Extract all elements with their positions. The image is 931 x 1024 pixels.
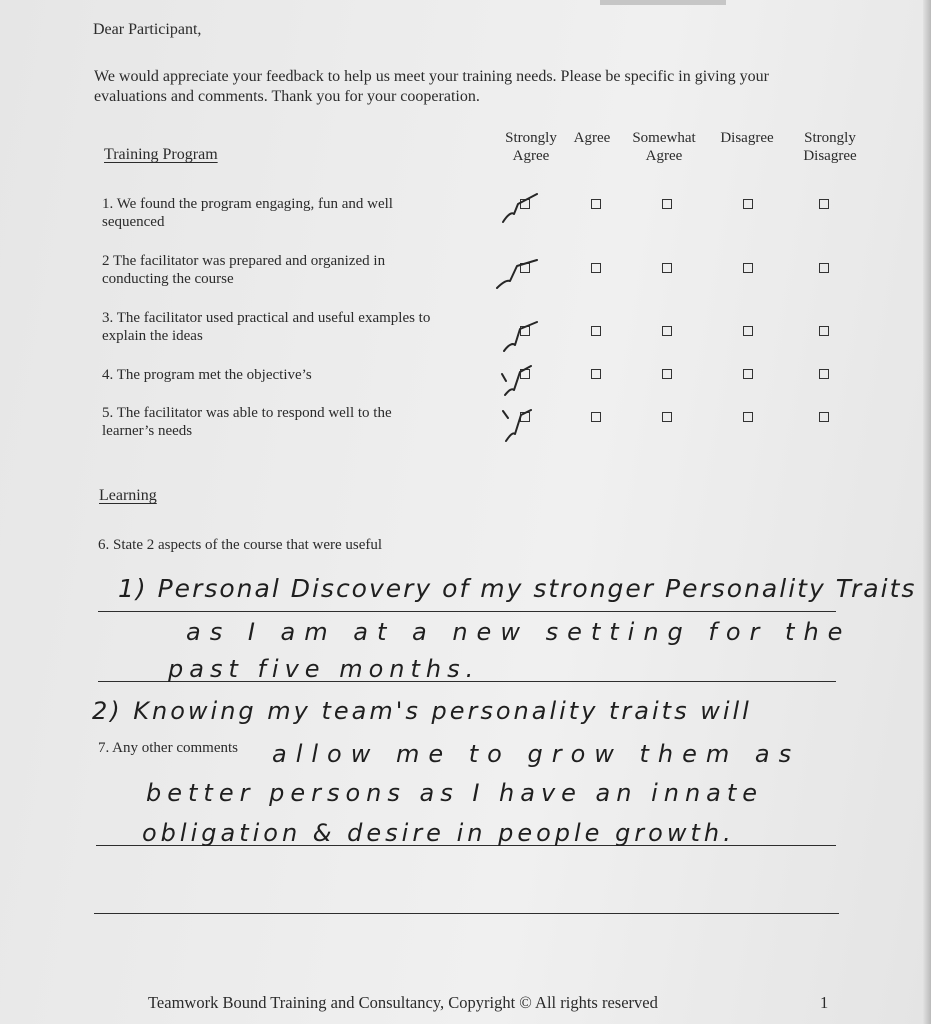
tick-q4-icon [505,366,531,395]
question-1: 1. We found the program engaging, fun and well sequenced [102,196,393,230]
answer-line-4 [94,913,839,914]
page-number: 1 [820,993,829,1012]
section-training-program: Training Program [104,146,218,163]
handwritten-line-4: 2) Knowing my team's personality traits will [92,697,752,725]
handwritten-line-3: past five months. [168,655,480,683]
tick-q1-icon [503,194,537,222]
footer-copyright: Teamwork Bound Training and Consultancy, Copyright © All rights reserved [148,993,658,1012]
column-header-disagree: Disagree [720,130,774,146]
question-5: 5. The facilitator was able to respond well to the learner’s needs [102,405,392,439]
column-header-somewhat-agree: Somewhat Agree [632,130,696,164]
answer-line-1 [98,611,836,612]
question-6: 6. State 2 aspects of the course that were useful [98,537,383,553]
question-4: 4. The program met the objective’s [102,367,312,383]
tick-q3-icon [504,322,537,351]
handwritten-line-2: as I am at a new setting for the [186,618,852,646]
column-header-strongly-agree: Strongly Agree [505,130,557,164]
handwritten-line-1: 1) Personal Discovery of my stronger Personality Traits [118,574,917,603]
tick-q5-icon [506,410,531,441]
column-header-strongly-disagree: Strongly Disagree [803,130,857,164]
handwritten-line-5: allow me to grow them as [272,740,801,768]
question-7: 7. Any other comments [98,740,238,756]
column-header-agree: Agree [573,130,611,146]
question-2: 2 The facilitator was prepared and organized in conducting the course [102,253,386,287]
handwritten-line-6: better persons as I have an innate [146,779,764,807]
greeting: Dear Participant, [93,21,202,38]
intro-paragraph: We would appreciate your feedback to help us meet your training needs. Please be specific in giving your evaluations and comments. Thank you for your cooperation. [94,68,769,105]
question-3: 3. The facilitator used practical and useful examples to explain the ideas [102,310,431,344]
section-learning: Learning [99,487,157,504]
tick-q2-icon [497,260,537,288]
handwritten-line-7: obligation & desire in people growth. [142,819,735,847]
